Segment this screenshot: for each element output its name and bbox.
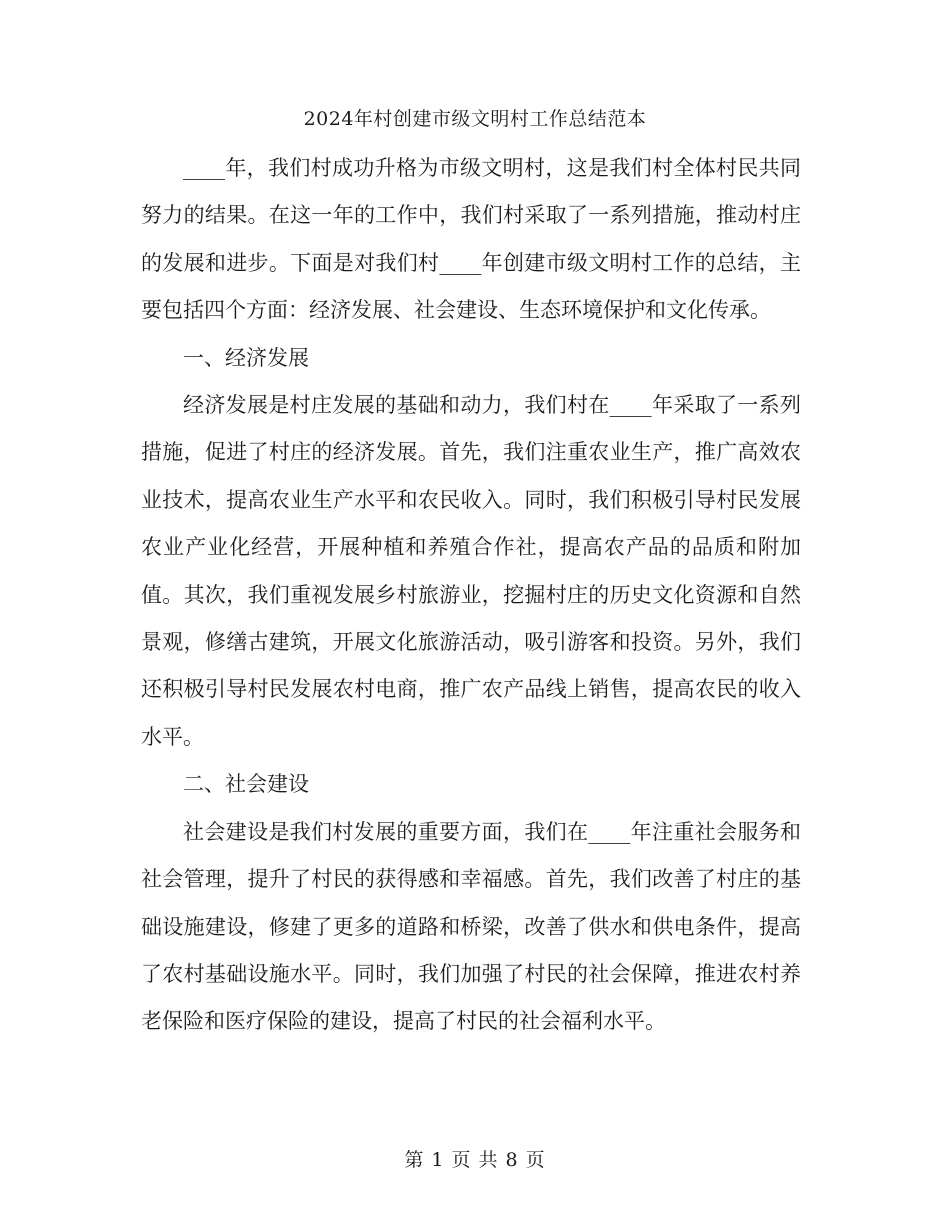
- society-paragraph: 社会建设是我们村发展的重要方面，我们在____年注重社会服务和社会管理，提升了村民的获得感和幸福感。首先，我们改善了村庄的基础设施建设，修建了更多的道路和桥梁，改善了供水和供电条件，提高了农村基础设施水平。同时，我们加强了村民的社会保障，推进农村养老保险和医疗保险的建设，提高了村民的社会福利水平。: [141, 819, 801, 1034]
- economy-paragraph: 经济发展是村庄发展的基础和动力，我们村在____年采取了一系列措施，促进了村庄的经济发展。首先，我们注重农业生产，推广高效农业技术，提高农业生产水平和农民收入。同时，我们积极引导村民发展农业产业化经营，开展种植和养殖合作社，提高农产品的品质和附加值。其次，我们重视发展乡村旅游业，挖掘村庄的历史文化资源和自然景观，修缮古建筑，开展文化旅游活动，吸引游客和投资。另外，我们还积极引导村民发展农村电商，推广农产品线上销售，提高农民的收入水平。: [141, 393, 801, 749]
- document-body: [141, 145, 801, 1046]
- intro-paragraph: ____年，我们村成功升格为市级文明村，这是我们村全体村民共同努力的结果。在这一年的工作中，我们村采取了一系列措施，推动村庄的发展和进步。下面是对我们村____年创建市级文明村工作的总结，主要包括四个方面：经济发展、社会建设、生态环境保护和文化传承。: [141, 156, 801, 323]
- page-number-footer: 第 1 页 共 8 页: [404, 1149, 546, 1171]
- document-title: 2024年村创建市级文明村工作总结范本: [303, 108, 647, 130]
- section-heading-economy: 一、经济发展: [183, 345, 309, 370]
- section-heading-society: 二、社会建设: [183, 772, 309, 797]
